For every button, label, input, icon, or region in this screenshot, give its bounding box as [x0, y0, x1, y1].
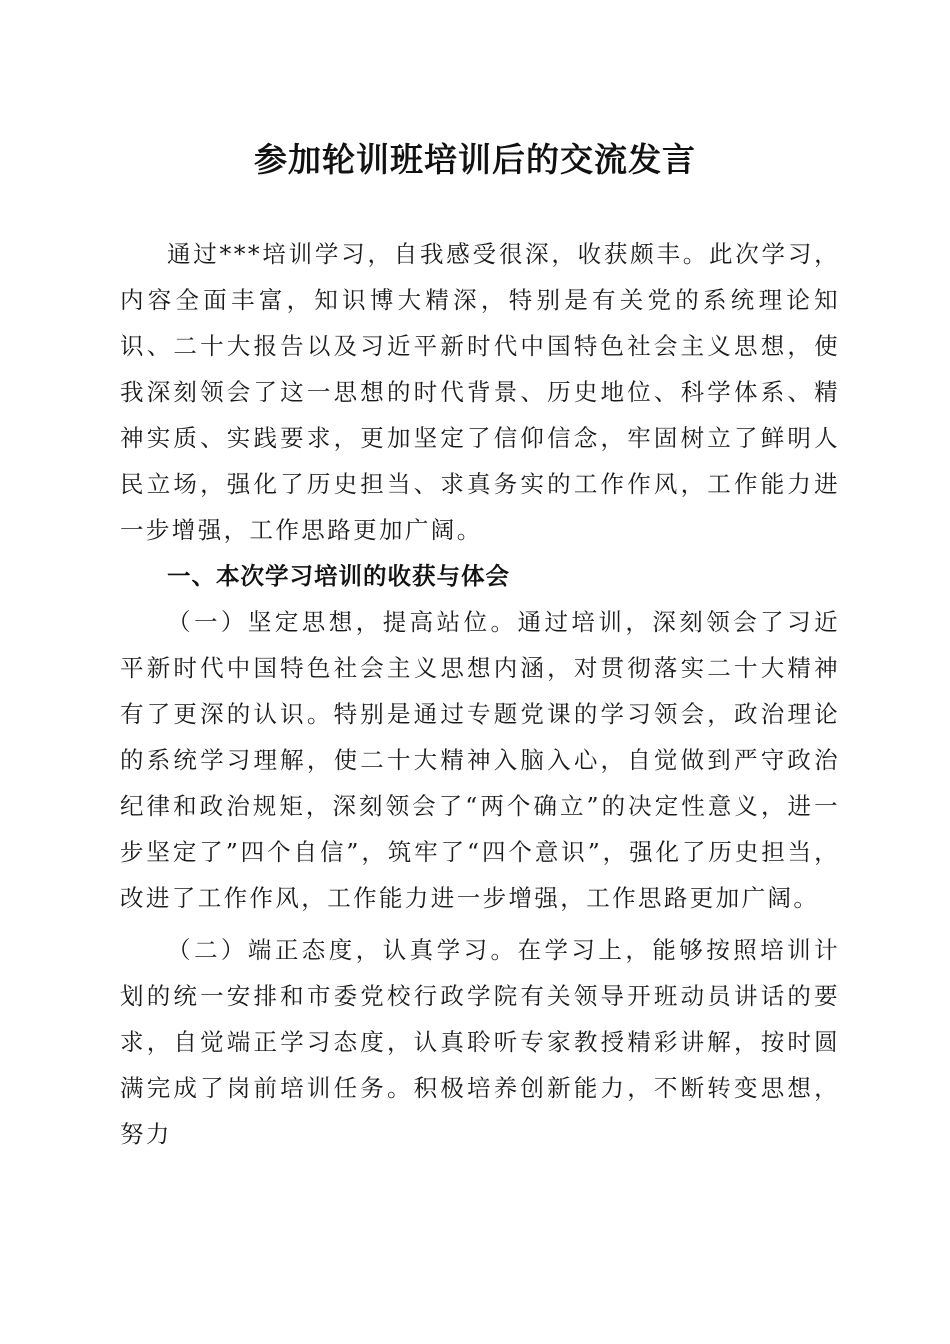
intro-paragraph: 通过***培训学习，自我感受很深，收获颇丰。此次学习，内容全面丰富，知识博大精深，特别是有关党的系统理论知识、二十大报告以及习近平新时代中国特色社会主义思想，使我深刻领会了这一思想的时代背景、历史地位、科学体系、精神实质、实践要求，更加坚定了信仰信念，牢固树立了鲜明人民立场，强化了历史担当、求真务实的工作作风，工作能力进一步增强，工作思路更加广阔。 [120, 240, 840, 544]
document-title: 参加轮训班培训后的交流发言 [254, 140, 696, 179]
subsection-paragraph-1: （一）坚定思想，提高站位。通过培训，深刻领会了习近平新时代中国特色社会主义思想内涵，对贯彻落实二十大精神有了更深的认识。特别是通过专题党课的学习领会，政治理论的系统学习理解，使二十大精神入脑入心，自觉做到严守政治纪律和政治规矩，深刻领会了“两个确立”的决定性意义，进一步坚定了”四个自信”，筑牢了“四个意识”，强化了历史担当，改进了工作作风，工作能力进一步增强，工作思路更加广阔。 [120, 608, 840, 912]
section-heading: 一、本次学习培训的收获与体会 [167, 562, 510, 590]
document-body [120, 231, 840, 1157]
subsection-paragraph-2: （二）端正态度，认真学习。在学习上，能够按照培训计划的统一安排和市委党校行政学院有关领导开班动员讲话的要求，自觉端正学习态度，认真聆听专家教授精彩讲解，按时圆满完成了岗前培训任务。积极培养创新能力，不断转变思想，努力 [120, 936, 840, 1148]
